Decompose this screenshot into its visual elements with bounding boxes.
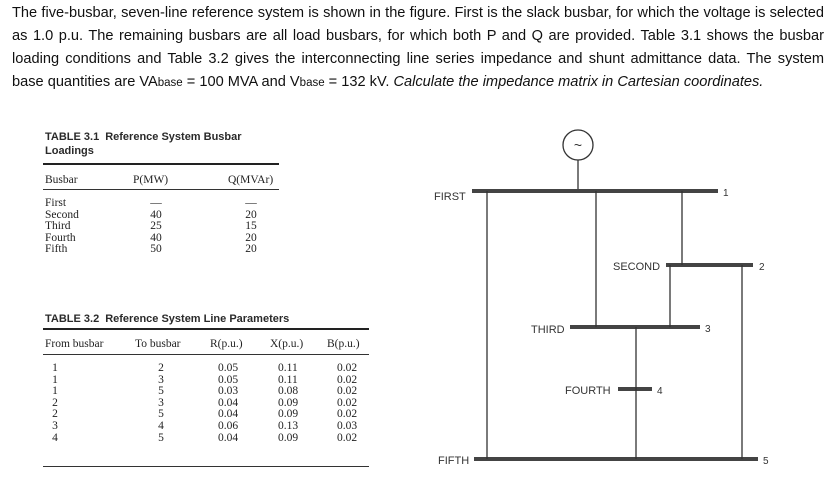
table2-cell: 1: [52, 362, 58, 374]
problem-text-2: = 100 MVA and V: [182, 74, 300, 90]
table1-cell: 20: [245, 243, 257, 256]
table2-title-text: Reference System Line Parameters: [105, 313, 290, 325]
table2-number: TABLE 3.2: [45, 313, 100, 325]
table2-cell: 3: [158, 373, 164, 386]
problem-subscript-vbase: base: [299, 77, 325, 89]
table2-cell: 0.04: [218, 396, 239, 409]
bus-number-4: 4: [657, 386, 663, 397]
table2-header-r: R(p.u.): [210, 338, 243, 350]
table2-cell: 2: [158, 362, 164, 374]
table2-cell: 0.02: [337, 396, 358, 409]
table1-cell: —: [245, 197, 257, 209]
table1-cell: 40: [150, 208, 162, 221]
table1-cell: 40: [150, 231, 162, 244]
table2-cell: 1: [52, 373, 58, 386]
table2-cell: 2: [52, 396, 58, 409]
table2-cell: 0.03: [337, 419, 358, 432]
bus-number-5: 5: [763, 456, 769, 467]
table1-cell: Third: [45, 220, 71, 233]
table1-header-q: Q(MVAr): [228, 174, 274, 186]
table2-cell: 0.04: [218, 431, 239, 444]
table2-cell: 0.02: [337, 362, 358, 374]
table2-header-b: B(p.u.): [327, 338, 360, 350]
table2-cell: 0.04: [218, 408, 239, 421]
table2-cell: 0.11: [278, 373, 298, 386]
bus-label-first: FIRST: [434, 191, 466, 203]
table1-cell: Second: [45, 208, 79, 221]
table1-cell: Fifth: [45, 243, 68, 256]
table1-cell: —: [150, 197, 162, 209]
table2-cell: 3: [158, 396, 164, 409]
problem-text-1: The five-busbar, seven-line reference system is shown in the figure. First is the slack busbar, for which the voltage is selected as 1.0 p.u. The remaining busbars are all load busbars, for which both P and Q are provided. Table 3.1 shows the busbar loading conditions and Table 3.2 gives the interconnecting line series impedance and shunt admittance data. The system base quantities are VA: [12, 5, 824, 90]
table2-cell: 3: [52, 419, 58, 432]
bus-label-second: SECOND: [613, 261, 661, 273]
bus-label-third: THIRD: [531, 324, 565, 336]
table1-number: TABLE 3.1: [45, 131, 100, 143]
bus-label-fifth: FIFTH: [438, 455, 470, 467]
table1-cell: 50: [150, 243, 162, 256]
bus-number-2: 2: [759, 262, 765, 273]
table2-cell: 2: [52, 408, 58, 421]
table2-cell: 0.05: [218, 362, 239, 374]
table2-cell: 0.05: [218, 373, 239, 386]
table2-cell: 1: [52, 385, 58, 398]
table2-cell: 5: [158, 431, 164, 444]
table1-title-line1: Reference System Busbar: [105, 131, 242, 143]
table2-cell: 5: [158, 408, 164, 421]
bus-label-fourth: FOURTH: [565, 385, 611, 397]
table2-cell: 0.02: [337, 373, 358, 386]
table2-header-x: X(p.u.): [270, 338, 304, 350]
problem-text-3: = 132 kV.: [324, 74, 394, 90]
table1-cell: 20: [245, 208, 257, 221]
table2-cell: 5: [158, 385, 164, 398]
table2-cell: 0.02: [337, 385, 358, 398]
table1-cell: 25: [150, 220, 162, 233]
problem-task: Calculate the impedance matrix in Cartesian coordinates.: [393, 74, 764, 90]
table2-cell: 0.03: [218, 385, 239, 398]
table2-cell: 0.08: [278, 385, 299, 398]
table2-cell: 0.13: [278, 419, 299, 432]
table1-header-busbar: Busbar: [45, 174, 78, 186]
table2-header-from: From busbar: [45, 338, 104, 350]
table1-header-p: P(MW): [133, 174, 169, 186]
table2-cell: 0.06: [218, 419, 239, 432]
table2-cell: 0.09: [278, 431, 299, 444]
table2-cell: 0.09: [278, 396, 299, 409]
table2-cell: 0.02: [337, 408, 358, 421]
table2-cell: 0.09: [278, 408, 299, 421]
problem-subscript-vabase: base: [157, 77, 183, 89]
table2-cell: 4: [158, 419, 164, 432]
table1-title-line2: Loadings: [45, 145, 94, 157]
table1-cell: Fourth: [45, 231, 76, 244]
table1-cell: First: [45, 197, 67, 209]
table2-cell: 0.02: [337, 431, 358, 444]
table2-header-to: To busbar: [135, 338, 181, 350]
table1-cell: 20: [245, 231, 257, 244]
bus-number-1: 1: [723, 188, 729, 199]
table1-cell: 15: [245, 220, 257, 233]
generator-tilde: ~: [573, 137, 583, 153]
table2-cell: 4: [52, 431, 58, 444]
table2-cell: 0.11: [278, 362, 298, 374]
bus-number-3: 3: [705, 324, 711, 335]
